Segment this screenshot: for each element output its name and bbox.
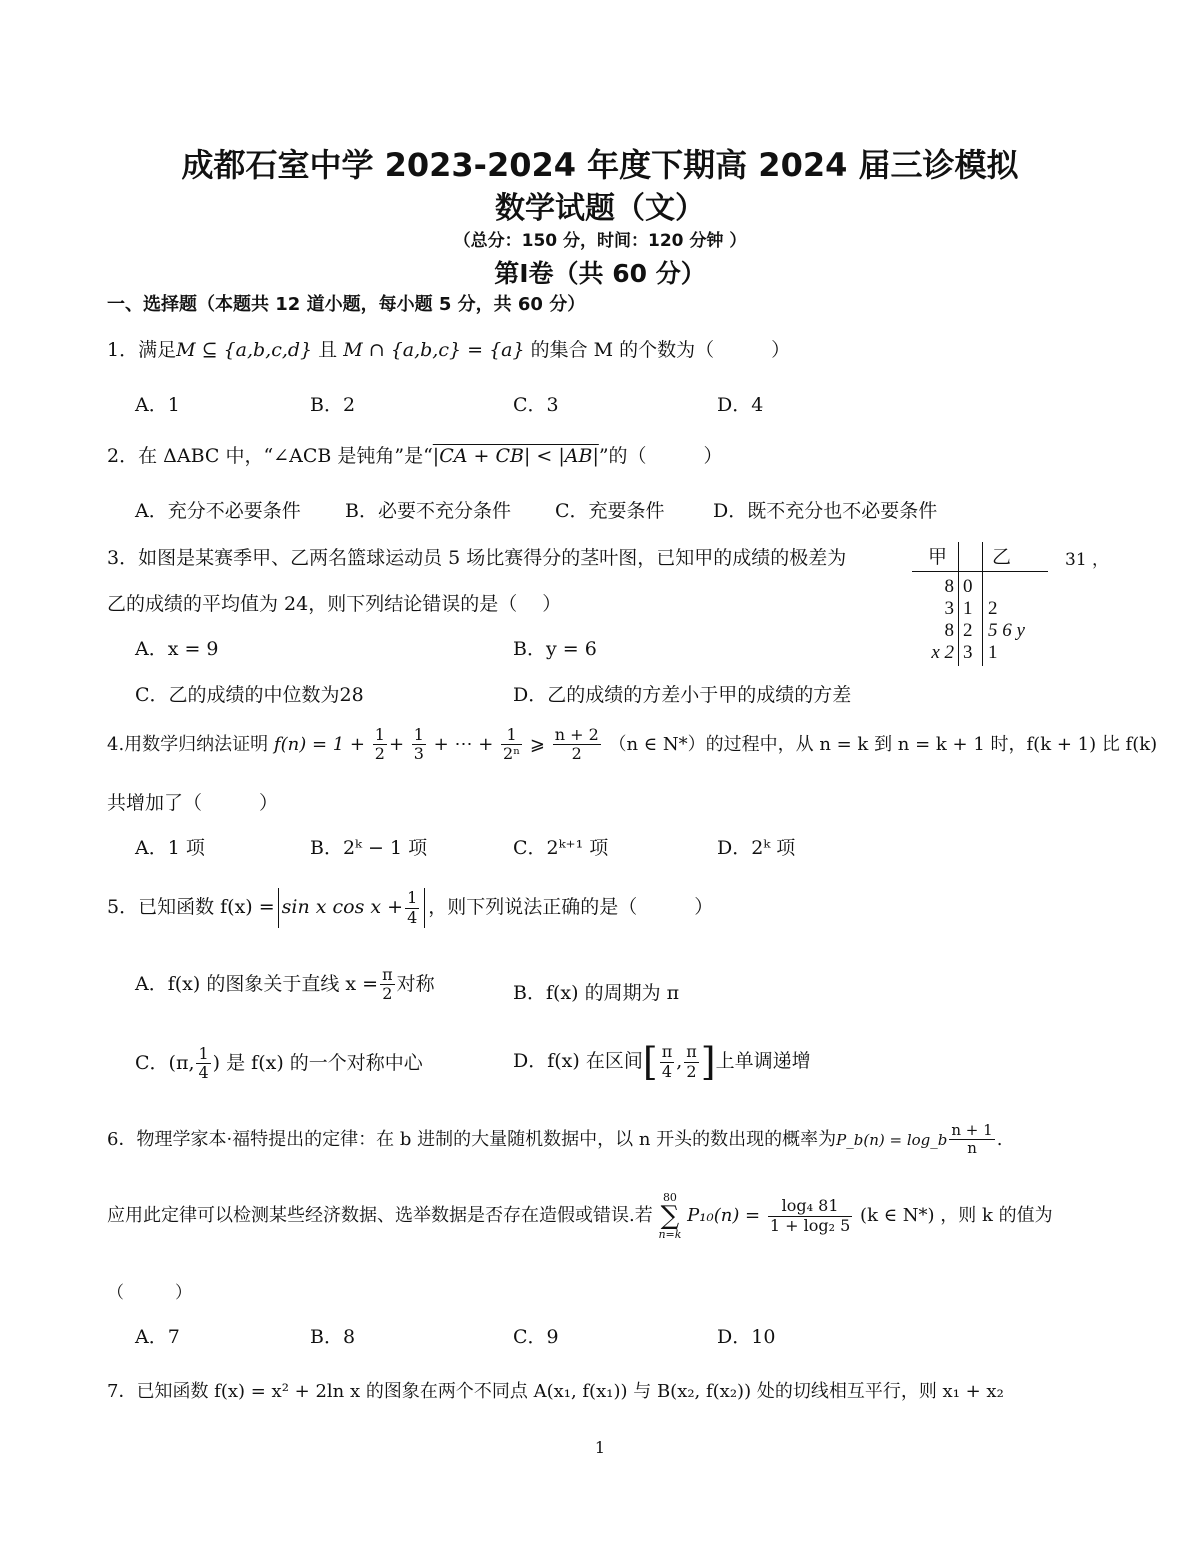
stem-leaf-row-stem: 2 <box>963 620 973 641</box>
question-6-line2: 应用此定律可以检测某些经济数据、选举数据是否存在造假或错误.若 80 ∑ n=k P₁₀(n) = $\frac{\text{log₄ 81}}{\text{1 + log₂ 5}}$ (k ∈ N*) ，则 k 的值为 <box>107 1191 1053 1241</box>
exam-title-line2: 数学试题（文） <box>495 191 705 226</box>
question-5: 5．已知函数 f(x) = sin x cos x + $\frac{1}{4}$ ，则下列说法正确的是（ ） <box>107 888 714 927</box>
question-6-line1: 6．物理学家本·福特提出的定律：在 b 进制的大量随机数据中，以 n 开头的数出现的概率为P_b(n) = log_b $\frac{n + 1}{n}$ . <box>107 1121 1003 1158</box>
question-3-line1-end: 31 ， <box>1065 550 1110 570</box>
sum-symbol: 80 ∑ n=k <box>658 1191 682 1241</box>
stem-leaf-row-left: 3 <box>944 598 954 619</box>
fraction: $\frac{\text{log₄ 81}}{\text{1 + log₂ 5}}$ <box>769 1196 851 1235</box>
q3-option-d: D．乙的成绩的方差小于甲的成绩的方差 <box>513 684 852 706</box>
question-4-line2: 共增加了（ ） <box>107 792 279 814</box>
stem-leaf-head-left: 甲 <box>928 547 948 568</box>
fraction: $\frac{n + 2}{2}$ <box>554 725 599 764</box>
q6-option-c: C．9 <box>513 1326 559 1348</box>
fraction: $\frac{1}{\text{2ⁿ}}$ <box>503 725 521 764</box>
question-1: 1．满足M ⊆ {a,b,c,d} 且 M ∩ {a,b,c} = {a} 的集合 M 的个数为（ ） <box>107 339 791 361</box>
q2-option-a: A．充分不必要条件 <box>135 500 301 522</box>
q5-option-d: D．f(x) 在区间[ $\frac{\pi}{4}$ , $\frac{\pi}{2}$ ]上单调递增 <box>513 1040 811 1084</box>
exam-meta: （总分：150 分，时间：120 分钟 ） <box>453 231 747 251</box>
q1-option-a: A．1 <box>135 394 180 416</box>
q4-option-a: A．1 项 <box>135 837 205 859</box>
q1-option-b: B．2 <box>310 394 356 416</box>
abs-bar <box>278 888 279 928</box>
part-heading: 一、选择题（本题共 12 道小题，每小题 5 分，共 60 分） <box>107 294 586 315</box>
stem-leaf-row-stem: 0 <box>963 576 973 597</box>
q6-option-a: A．7 <box>135 1326 180 1348</box>
stem-leaf-row-right: 2 <box>988 598 998 619</box>
q2-option-d: D．既不充分也不必要条件 <box>713 500 938 522</box>
exam-title-line1: 成都石室中学 2023-2024 年度下期高 2024 届三诊模拟 <box>181 146 1019 184</box>
q3-option-b: B．y = 6 <box>513 638 597 660</box>
stem-leaf-top-rule <box>912 571 1048 572</box>
sigma-icon: ∑ <box>660 1201 680 1231</box>
q4-option-b: B．2ᵏ − 1 项 <box>310 837 428 859</box>
q5-option-c: C．(π, $\frac{1}{4}$ ) 是 f(x) 的一个对称中心 <box>135 1044 423 1083</box>
fraction: $\frac{1}{4}$ <box>198 1044 209 1083</box>
bracket-right: ] <box>700 1040 716 1084</box>
q3-option-c: C．乙的成绩的中位数为28 <box>135 684 364 706</box>
question-3-line2: 乙的成绩的平均值为 24，则下列结论错误的是（ ） <box>107 593 562 615</box>
q3-option-a: A．x = 9 <box>135 638 219 660</box>
q6-option-d: D．10 <box>717 1326 776 1348</box>
question-6-line3: （ ） <box>107 1283 192 1303</box>
stem-leaf-row-right: 1 <box>988 642 998 663</box>
q2-option-c: C．充要条件 <box>555 500 665 522</box>
bracket-left: [ <box>642 1040 658 1084</box>
q2-option-b: B．必要不充分条件 <box>345 500 511 522</box>
fraction: $\frac{1}{2}$ <box>374 725 385 764</box>
q5-option-b: B．f(x) 的周期为 π <box>513 982 680 1004</box>
question-2: 2．在 ΔABC 中，“∠ACB 是钝角”是“|CA + CB| < |AB|”的（ ） <box>107 445 723 467</box>
stem-leaf-row-right: 5 6 y <box>988 620 1025 641</box>
fraction: $\frac{\pi}{4}$ <box>661 1042 673 1081</box>
fraction: $\frac{1}{3}$ <box>413 725 424 764</box>
stem-leaf-plot <box>908 538 1050 670</box>
fraction: $\frac{\pi}{2}$ <box>382 965 393 1004</box>
stem-leaf-head-right: 乙 <box>992 547 1012 568</box>
section-title: 第Ⅰ卷（共 60 分） <box>494 259 706 288</box>
stem-leaf-row-left: 8 <box>944 620 954 641</box>
stem-leaf-divider-right <box>982 542 983 666</box>
abs-bar <box>424 888 425 928</box>
fraction: $\frac{n + 1}{n}$ <box>951 1121 993 1158</box>
q1-option-d: D．4 <box>717 394 764 416</box>
q4-option-c: C．2ᵏ⁺¹ 项 <box>513 837 609 859</box>
stem-leaf-row-left: 8 <box>944 576 954 597</box>
page-number: 1 <box>594 1438 606 1457</box>
fraction: $\frac{1}{4}$ <box>407 888 418 927</box>
stem-leaf-row-left: x 2 <box>931 642 954 663</box>
question-7: 7．已知函数 f(x) = x² + 2ln x 的图象在两个不同点 A(x₁, f(x₁)) 与 B(x₂, f(x₂)) 处的切线相互平行，则 x₁ + x₂ <box>107 1381 1004 1402</box>
q6-option-b: B．8 <box>310 1326 356 1348</box>
fraction: $\frac{\pi}{2}$ <box>686 1042 697 1081</box>
stem-leaf-divider-left <box>958 542 959 666</box>
q5-option-a: A．f(x) 的图象关于直线 x = $\frac{\pi}{2}$ 对称 <box>135 965 435 1004</box>
stem-leaf-row-stem: 3 <box>963 642 973 663</box>
question-3-line1: 3．如图是某赛季甲、乙两名篮球运动员 5 场比赛得分的茎叶图，已知甲的成绩的极差为 <box>107 547 847 569</box>
question-4-line1: 4.用数学归纳法证明 f(n) = 1 + $\frac{1}{2}$ + $\frac{1}{3}$ + ⋯ + $\frac{1}{\text{2ⁿ}}$ ⩾ $\frac{n + 2}{2}$ （n ∈ N*）的过程中，从 n = k 到 n = k + 1 时，f(k + 1) 比 f(k) <box>107 725 1158 764</box>
q1-option-c: C．3 <box>513 394 559 416</box>
stem-leaf-row-stem: 1 <box>963 598 973 619</box>
q4-option-d: D．2ᵏ 项 <box>717 837 796 859</box>
